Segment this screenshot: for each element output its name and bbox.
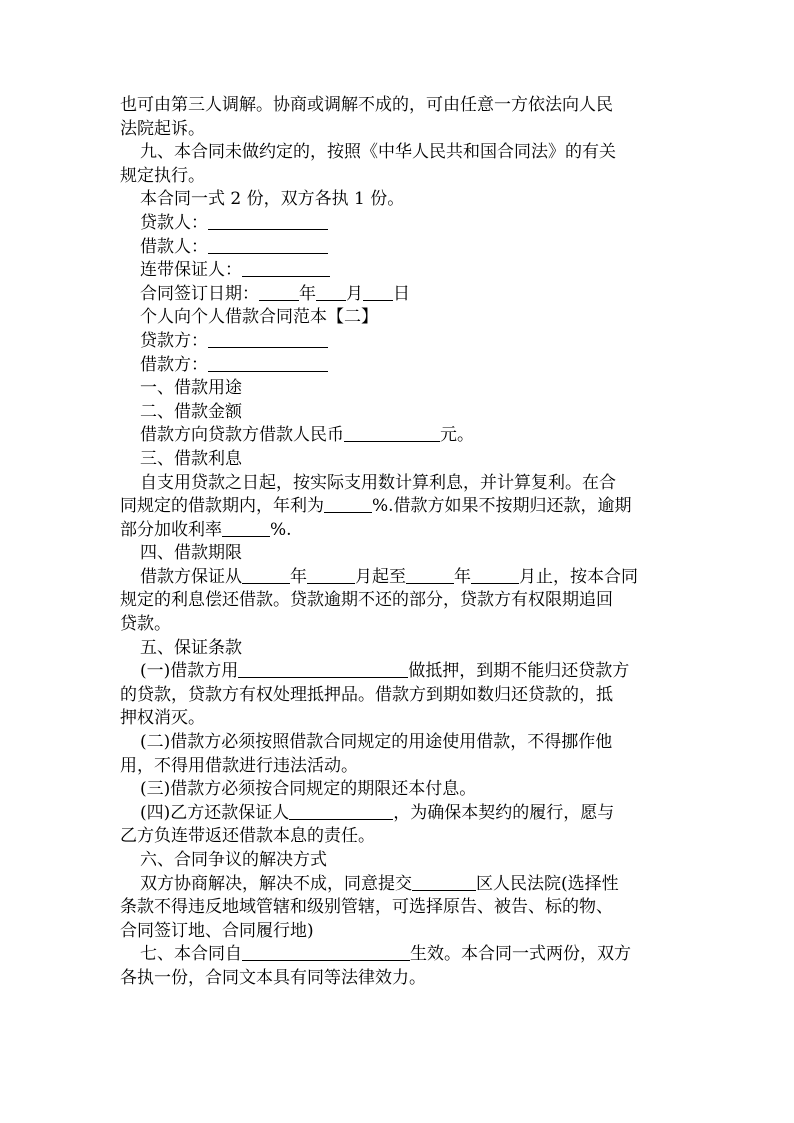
court-text-cont: 区人民法院(选择性 <box>476 873 619 894</box>
paragraph-line: 乙方负连带返还借款本息的责任。 <box>120 826 375 847</box>
paragraph-line: 贷款。 <box>120 614 171 635</box>
annual-rate-blank[interactable] <box>324 495 372 513</box>
penalty-rate-line <box>120 519 676 543</box>
lender-party-blank[interactable] <box>208 330 328 348</box>
year-label: 年 <box>299 283 316 304</box>
borrower-party-label: 借款方： <box>140 354 208 375</box>
lender-party-label: 贷款方： <box>140 330 208 351</box>
effective-date-blank[interactable] <box>242 943 410 961</box>
paragraph-line: 规定执行。 <box>120 165 205 186</box>
collateral-line <box>120 660 676 684</box>
collateral-text-cont: 做抵押，到期不能归还贷款方 <box>408 661 630 682</box>
borrower-label: 借款人： <box>140 236 208 257</box>
end-year-label: 年 <box>454 566 471 587</box>
guarantor-blank[interactable] <box>242 259 330 277</box>
lender-signature-line <box>120 212 676 236</box>
lender-party-line <box>120 330 676 354</box>
borrower-blank[interactable] <box>208 236 328 254</box>
paragraph-line: 自支用贷款之日起，按实际支用数计算利息，并计算复利。在合 <box>140 472 616 493</box>
repayment-guarantor-blank[interactable] <box>289 802 393 820</box>
borrower-signature-line <box>120 236 676 260</box>
paragraph-line: (三)借款方必须按合同规定的期限还本付息。 <box>140 779 477 800</box>
amount-blank[interactable] <box>344 424 440 442</box>
signing-date-line <box>120 283 676 307</box>
month-blank[interactable] <box>316 283 346 301</box>
paragraph-line: 各执一份，合同文本具有同等法律效力。 <box>120 967 426 988</box>
paragraph-line: 的贷款，贷款方有权处理抵押品。借款方到期如数归还贷款的，抵 <box>120 684 613 705</box>
heading-guarantee-terms: 五、保证条款 <box>140 637 242 658</box>
month-label: 月 <box>346 283 363 304</box>
penalty-text: 部分加收利率 <box>120 519 222 540</box>
interest-rate-line <box>120 495 676 519</box>
clause-nine: 九、本合同未做约定的，按照《中华人民共和国合同法》的有关 <box>140 142 616 163</box>
paragraph-line: 押权消灭。 <box>120 708 205 729</box>
borrower-party-blank[interactable] <box>208 354 328 372</box>
effective-line <box>120 943 676 967</box>
paragraph-line: 也可由第三人调解。协商或调解不成的，可由任意一方依法向人民 <box>120 95 613 115</box>
end-month-label: 月止，按本合同 <box>519 566 638 587</box>
term-text: 借款方保证从 <box>140 566 242 587</box>
end-month-blank[interactable] <box>471 566 519 584</box>
start-year-label: 年 <box>290 566 307 587</box>
start-year-blank[interactable] <box>242 566 290 584</box>
paragraph-line: 条款不得违反地域管辖和级别管辖，可选择原告、被告、标的物、 <box>120 897 613 918</box>
heading-loan-purpose: 一、借款用途 <box>140 378 242 399</box>
day-blank[interactable] <box>363 283 393 301</box>
paragraph-line: (二)借款方必须按照借款合同规定的用途使用借款，不得挪作他 <box>140 732 613 753</box>
collateral-blank[interactable] <box>238 660 408 678</box>
paragraph-line: 用，不得用借款进行违法活动。 <box>120 755 358 776</box>
court-text: 双方协商解决，解决不成，同意提交 <box>140 873 412 894</box>
end-year-blank[interactable] <box>406 566 454 584</box>
guarantor-signature-line <box>120 259 676 283</box>
lender-blank[interactable] <box>208 212 328 230</box>
paragraph-line: 法院起诉。 <box>120 118 205 139</box>
collateral-text: (一)借款方用 <box>140 661 239 682</box>
guarantor-clause-line <box>120 802 676 826</box>
paragraph-line: 合同签订地、合同履行地) <box>120 920 314 941</box>
contract-document <box>120 94 676 991</box>
court-line <box>120 873 676 897</box>
guarantor-clause-text: (四)乙方还款保证人 <box>140 802 290 823</box>
guarantor-label: 连带保证人： <box>140 260 242 281</box>
percent-sign: %. <box>270 519 292 540</box>
borrower-party-line <box>120 354 676 378</box>
interest-text-cont: %.借款方如果不按期归还款，逾期 <box>372 496 632 517</box>
guarantor-clause-cont: ，为确保本契约的履行，愿与 <box>393 802 615 823</box>
loan-term-line <box>120 566 676 590</box>
heading-loan-interest: 三、借款利息 <box>140 448 242 469</box>
penalty-rate-blank[interactable] <box>222 519 270 537</box>
year-blank[interactable] <box>259 283 299 301</box>
heading-loan-amount: 二、借款金额 <box>140 401 242 422</box>
signing-date-label: 合同签订日期： <box>140 283 259 304</box>
effective-text-cont: 生效。本合同一式两份，双方 <box>410 944 631 965</box>
day-label: 日 <box>393 283 410 304</box>
start-month-label: 月起至 <box>355 566 406 587</box>
interest-text: 同规定的借款期内，年利为 <box>120 496 324 517</box>
court-district-blank[interactable] <box>412 873 476 891</box>
lender-label: 贷款人： <box>140 212 208 233</box>
copies-statement: 本合同一式 2 份，双方各执 1 份。 <box>140 189 405 210</box>
currency-unit: 元。 <box>440 425 474 446</box>
loan-amount-line <box>120 424 676 448</box>
section-title: 个人向个人借款合同范本【二】 <box>140 307 378 328</box>
heading-loan-term: 四、借款期限 <box>140 543 242 564</box>
start-month-blank[interactable] <box>307 566 355 584</box>
effective-text: 七、本合同自 <box>140 944 242 965</box>
heading-dispute-resolution: 六、合同争议的解决方式 <box>140 850 327 870</box>
paragraph-line: 规定的利息偿还借款。贷款逾期不还的部分，贷款方有权限期追回 <box>120 590 613 611</box>
loan-amount-text: 借款方向贷款方借款人民币 <box>140 425 344 446</box>
